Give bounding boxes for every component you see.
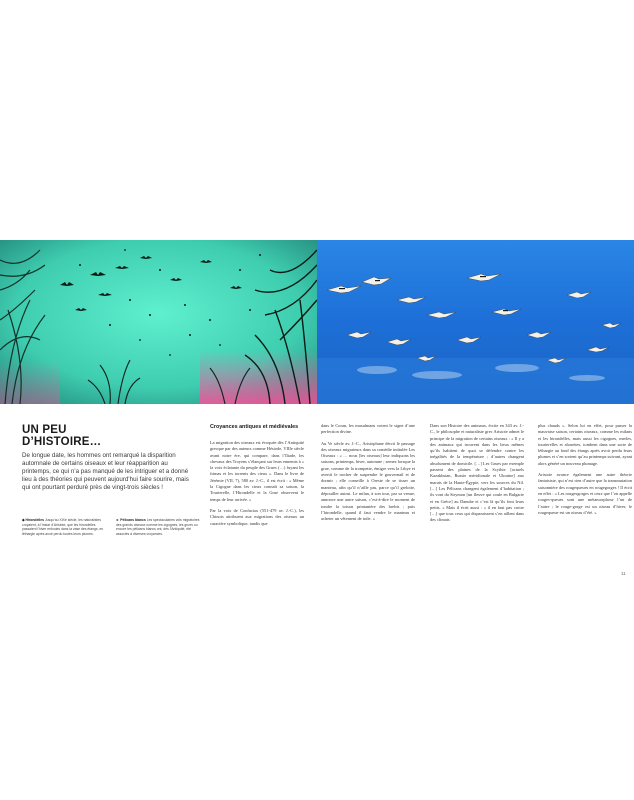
text-column-4	[538, 423, 632, 521]
column-1-paragraph-1: La migration des oiseaux est évoquée dès l’Antiquité grecque par des auteurs comme Hésiode, VIIIe siècle avant notre ère, qui compare, dans l’Iliade, les chevaux des Troyens s’élançant sur leurs ennemis à « la voix éclatante du peuple des Grues (…) fuyant les frimas et les torrents des cieux ». Dans le livre de Jérémie (VII, 7), 580 av. J.-C., il est écrit : « Même la Cigogne dans les cieux connaît sa saison, la Tourterelle, l’Hirondelle et la Grue observent le temps de leur arrivée. »	[210, 440, 304, 502]
text-column-2	[321, 423, 415, 527]
pelicans-photo-illustration	[317, 240, 634, 404]
photo-captions	[22, 518, 204, 536]
caption-pelicans-label: ► Pélicans blancs	[116, 518, 146, 522]
column-2-paragraph-1: dans le Coran, les musulmans voient le signe d’une perfection divine.	[321, 423, 415, 435]
column-4-paragraph-1: plus chauds ». Selon lui en effet, pour passer la mauvaise saison, certains oiseaux, comme les milans et les hirondelles, mais aussi les cigognes, merles, tourterelles et alouettes, tombent dans une sorte de léthargie au fond des étangs après avoir perdu leurs plumes et s’en sortent qu’au printemps suivant, ayant alors généré un nouveau plumage.	[538, 423, 632, 466]
column-subheading: Croyances antiques et médiévales	[210, 424, 299, 430]
intro-paragraph: De longue date, les hommes ont remarqué la disparition automnale de certains oiseaux et leur réapparition au printemps, ce qui n’a pas manqué de les intriguer et a donné lieu à des théories qui peuvent aujourd’hui faire sourire, mais qui ont pourtant perduré près de vingt-trois siècles !	[22, 452, 189, 491]
heading-line-2: D’HISTOIRE…	[22, 436, 102, 448]
column-1-paragraph-2: Par la voix de Confucius (551-479 av. J.-C.), les Chinois attribuent aux migrations des oiseaux un caractère symbolique, tandis que	[210, 507, 304, 526]
text-column-1	[210, 424, 304, 532]
photo-pelicans	[317, 240, 634, 404]
heading-line-1: UN PEU	[22, 424, 67, 436]
caption-swallows-label: ◆ Hirondelles	[22, 518, 45, 522]
column-2-paragraph-2: Au Ve siècle av. J.-C., Aristophane décrit le passage des oiseaux migrateurs dans sa comédie intitulée Les Oiseaux : « … nous [les oiseaux] leur indiquons les saisons, printemps, hiver, automne ; semez lorsque la grue, comme de la trompette, émigre vers la Libye et avertit le nocher de suspendre le gouvernail et de dormir ; elle conseille à Oreste de se tisser un manteau, afin qu’il n’aille pas, parce qu’il grelotte, dépouiller autrui. Le milan, à son tour, par sa venue, annonce une autre saison, c’est-à-dire le moment de tondre la toison printanière des brebis ; puis l’hirondelle, quand il faut vendre le manteau et acheter un vêtement de toile. »	[321, 440, 415, 522]
caption-pelicans-text: Les spectaculaires vols migratoires des grands oiseaux comme les cigognes, les grues ou encore les pélicans blancs ont, dès l’Antiquité, été associés à diverses croyances.	[116, 518, 200, 536]
caption-swallows-text: Jusqu’au XIXe siècle, les naturalistes croyaient, à l’instar d’Aristote, que les hirondelles passaient l’hiver enfouies dans la vase des étangs, en léthargie après avoir perdu toutes leurs plumes.	[22, 518, 104, 536]
section-heading	[22, 424, 182, 448]
page-number: 11	[621, 571, 626, 576]
caption-pelicans	[116, 518, 204, 536]
text-column-3	[430, 423, 524, 529]
swallows-photo-illustration	[0, 240, 317, 404]
column-4-paragraph-2: Aristote avance également une autre théorie fantaisiste, qui n’est rien d’autre que la transmutation saisonnière des rougequeues en rougegorges ! Il écrit en effet : « Les rougesgorges et ceux que l’on appelle rouges-queues sont une métamorphose l’un de l’autre ; le rouge-gorge est un oiseau d’hiver, le rougequeue est un oiseau d’été. »	[538, 472, 632, 515]
photo-swallows	[0, 240, 317, 404]
caption-swallows	[22, 518, 110, 536]
column-3-paragraph-1: Dans son Histoire des animaux, écrite en 343 av. J.-C., le philosophe et naturaliste grec Aristote admet le principe de la migration de certains oiseaux : « Il y a des animaux qui trouvent dans les lieux mêmes qu’ils habitent de quoi se défendre contre les inégalités de la température ; d’autres changent absolument de domicile. […] Les Grues par exemple passent des plaines de la Scythie [actuels Kazakhstan, Russie méridionale et Ukraine] aux marais de la Haute-Égypte, vers les sources du Nil. […] Les Pélicans changent également d’habitation ; ils vont du Strymon [un fleuve qui coule en Bulgarie et en Grèce] au Danube et c’est là qu’ils font leurs petits. » Mais il écrit aussi : « il en faut pas croire […] que tous ceux qui disparaissent s’en aillent dans des climats	[430, 423, 524, 523]
